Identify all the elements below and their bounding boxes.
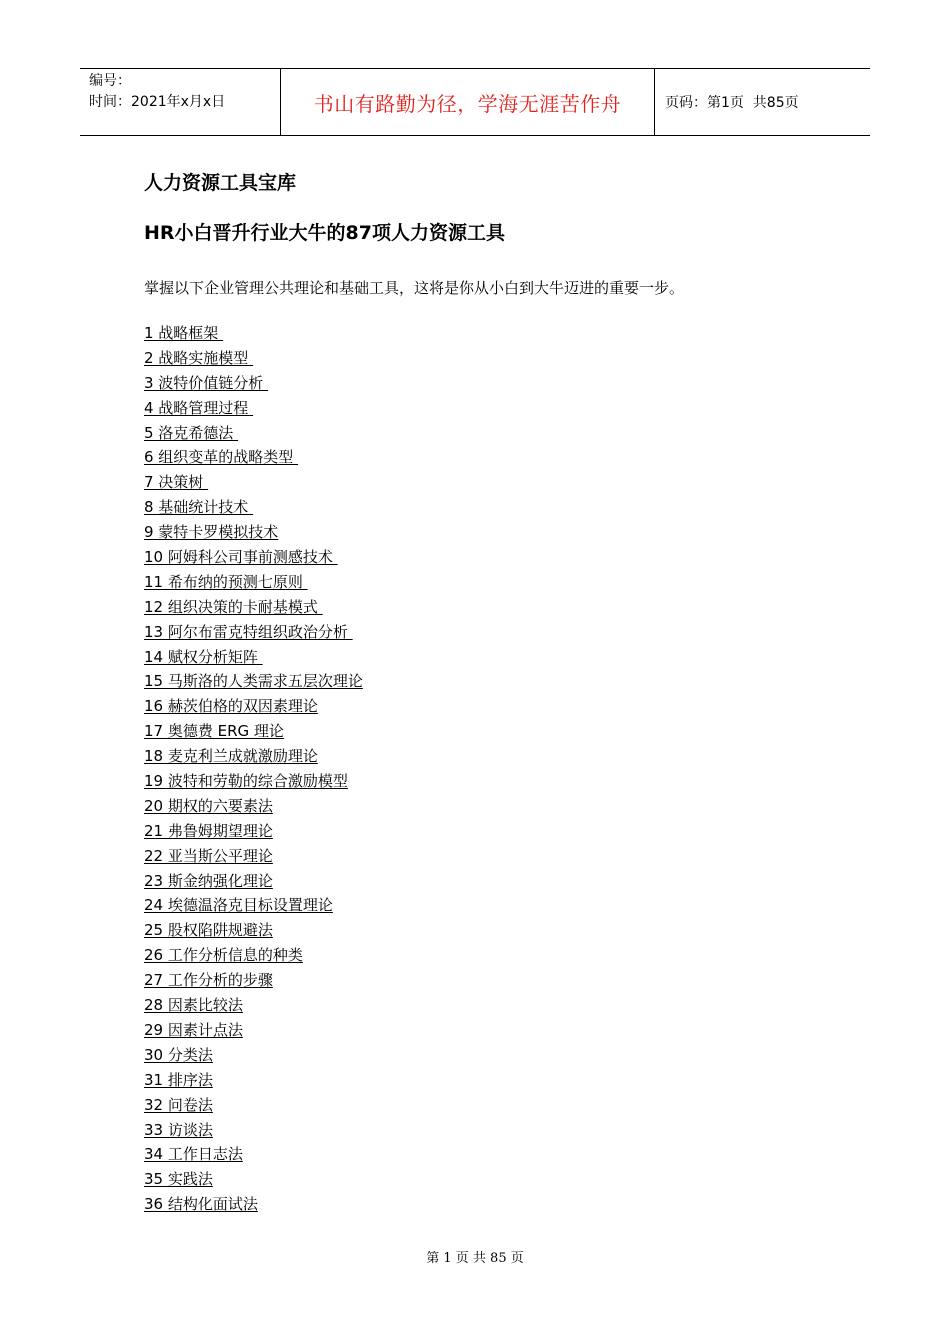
toc-link[interactable]: 19 波特和劳勒的综合激励模型 [144, 772, 348, 791]
toc-item [144, 694, 844, 719]
toc-item [144, 844, 844, 869]
toc-link[interactable]: 26 工作分析信息的种类 [144, 946, 303, 965]
toc-link[interactable]: 21 弗鲁姆期望理论 [144, 821, 273, 840]
toc-item [144, 968, 844, 993]
toc-link[interactable]: 6 组织变革的战略类型 [144, 448, 299, 467]
table-of-contents [144, 321, 844, 1217]
time-label: 时间：2021年x月x日 [89, 94, 226, 110]
toc-link[interactable]: 28 因素比较法 [144, 996, 243, 1015]
toc-link[interactable]: 12 组织决策的卡耐基模式 [144, 597, 323, 616]
toc-item [144, 445, 844, 470]
toc-link[interactable]: 16 赫茨伯格的双因素理论 [144, 697, 318, 716]
toc-item [144, 645, 844, 670]
toc-link[interactable]: 18 麦克利兰成就激励理论 [144, 747, 318, 766]
toc-link[interactable]: 17 奥德费 ERG 理论 [144, 722, 284, 741]
toc-item [144, 620, 844, 645]
toc-item [144, 719, 844, 744]
toc-item [144, 495, 844, 520]
toc-item [144, 1068, 844, 1093]
toc-item [144, 1043, 844, 1068]
toc-item [144, 943, 844, 968]
page-footer: 第 1 页 共 85 页 [426, 1251, 524, 1266]
toc-item [144, 321, 844, 346]
header-page-info: 页码：第1页 共85页 [665, 95, 799, 111]
toc-link[interactable]: 14 赋权分析矩阵 [144, 647, 263, 666]
toc-item [144, 794, 844, 819]
toc-item [144, 595, 844, 620]
toc-link[interactable]: 32 问卷法 [144, 1095, 213, 1114]
toc-link[interactable]: 34 工作日志法 [144, 1145, 243, 1164]
toc-link[interactable]: 11 希布纳的预测七原则 [144, 572, 308, 591]
toc-link[interactable]: 15 马斯洛的人类需求五层次理论 [144, 672, 363, 691]
toc-item [144, 1018, 844, 1043]
toc-link[interactable]: 4 战略管理过程 [144, 398, 254, 417]
toc-item [144, 1167, 844, 1192]
toc-link[interactable]: 30 分类法 [144, 1045, 213, 1064]
toc-link[interactable]: 5 洛克希德法 [144, 423, 239, 442]
toc-item [144, 869, 844, 894]
toc-link[interactable]: 13 阿尔布雷克特组织政治分析 [144, 622, 353, 641]
toc-link[interactable]: 31 排序法 [144, 1070, 213, 1089]
toc-link[interactable]: 29 因素计点法 [144, 1020, 243, 1039]
toc-link[interactable]: 10 阿姆科公司事前测感技术 [144, 548, 338, 567]
toc-item [144, 993, 844, 1018]
toc-item [144, 669, 844, 694]
number-label: 编号： [89, 73, 131, 89]
toc-item [144, 1142, 844, 1167]
toc-link[interactable]: 1 战略框架 [144, 324, 224, 342]
toc-link[interactable]: 25 股权陷阱规避法 [144, 921, 273, 940]
toc-link[interactable]: 3 波特价值链分析 [144, 373, 269, 392]
toc-item [144, 918, 844, 943]
toc-item [144, 371, 844, 396]
toc-item [144, 893, 844, 918]
document-body [144, 168, 844, 1217]
toc-link[interactable]: 27 工作分析的步骤 [144, 971, 273, 990]
toc-link[interactable]: 2 战略实施模型 [144, 348, 254, 367]
toc-link[interactable]: 9 蒙特卡罗模拟技术 [144, 523, 279, 542]
toc-item [144, 520, 844, 545]
toc-item [144, 396, 844, 421]
toc-item [144, 1093, 844, 1118]
toc-item [144, 570, 844, 595]
toc-item [144, 744, 844, 769]
toc-link[interactable]: 20 期权的六要素法 [144, 796, 273, 815]
toc-link[interactable]: 7 决策树 [144, 473, 209, 492]
toc-item [144, 819, 844, 844]
toc-item [144, 346, 844, 371]
toc-item [144, 769, 844, 794]
toc-link[interactable]: 24 埃德温洛克目标设置理论 [144, 896, 333, 915]
toc-item [144, 1192, 844, 1217]
toc-link[interactable]: 23 斯金纳强化理论 [144, 871, 273, 890]
page-header [80, 68, 870, 136]
toc-link[interactable]: 33 访谈法 [144, 1120, 213, 1139]
toc-link[interactable]: 22 亚当斯公平理论 [144, 846, 273, 865]
toc-item [144, 470, 844, 495]
toc-link[interactable]: 8 基础统计技术 [144, 498, 254, 517]
intro-paragraph: 掌握以下企业管理公共理论和基础工具，这将是你从小白到大牛迈进的重要一步。 [144, 279, 685, 297]
document-subtitle: HR小白晋升行业大牛的87项人力资源工具 [144, 222, 505, 244]
toc-item [144, 421, 844, 446]
toc-link[interactable]: 36 结构化面试法 [144, 1195, 258, 1214]
toc-link[interactable]: 35 实践法 [144, 1170, 213, 1189]
header-meta-cell [80, 69, 281, 135]
toc-item [144, 545, 844, 570]
header-motto: 书山有路勤为径，学海无涯苦作舟 [281, 69, 655, 135]
toc-item [144, 1118, 844, 1143]
document-title: 人力资源工具宝库 [144, 172, 297, 194]
